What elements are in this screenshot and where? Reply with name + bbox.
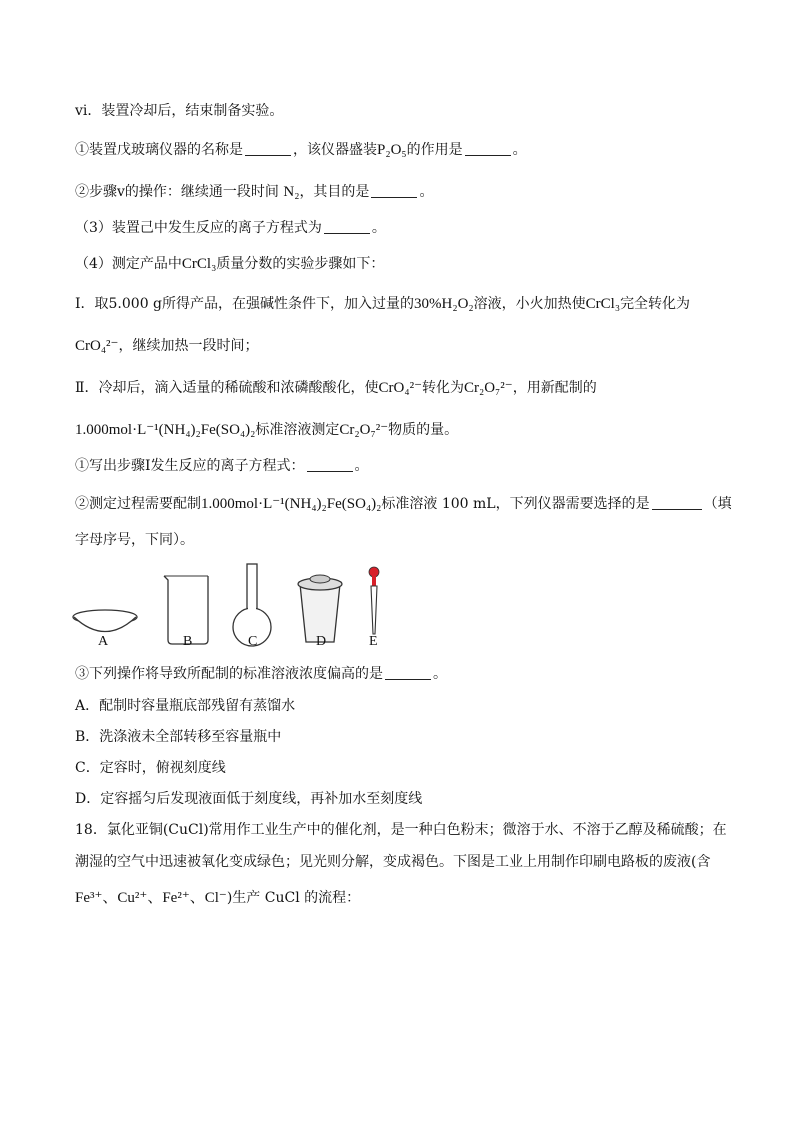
question-3: （3）装置己中发生反应的离子方程式为 。 [75, 220, 386, 236]
step-I-text: Ⅰ．取5.000 g所得产品，在强碱性条件下，加入过量的30%H₂O₂溶液，小火加热使CrCl₃完全转化为 [75, 296, 691, 312]
apparatus-label-e: E [369, 634, 378, 649]
question-instruments: ②测定过程需要配制1.000mol·L⁻¹(NH₄)₂Fe(SO₄)₂标准溶液 100 mL，下列仪器需要选择的是 （填 [75, 496, 732, 512]
question-apparatus-wu: ①装置戊玻璃仪器的名称是 ，该仪器盛装P₂O₅的作用是 。 [75, 142, 527, 158]
apparatus-label-d: D [316, 634, 327, 649]
apparatus-label-b: B [183, 634, 193, 649]
apparatus-figure [68, 560, 398, 660]
question-18-text: 18．氯化亚铜(CuCl)常用作工业生产中的催化剂，是一种白色粉末；微溶于水、不溶于乙醇及稀硫酸；在 [75, 822, 727, 838]
apparatus-label-c: C [248, 634, 258, 649]
option-c[interactable]: C．定容时，俯视刻度线 [75, 760, 226, 776]
answer-blank[interactable] [307, 457, 353, 472]
answer-blank[interactable] [324, 219, 370, 234]
apparatus-label-a: A [98, 634, 109, 649]
question-step-v: ②步骤ⅴ的操作：继续通一段时间 N₂，其目的是 。 [75, 184, 434, 200]
step-II-text: Ⅱ．冷却后，滴入适量的稀硫酸和浓磷酸酸化，使CrO₄²⁻转化为Cr₂O₇²⁻，用新配制的 [75, 380, 597, 396]
question-18-text-3: Fe³⁺、Cu²⁺、Fe²⁺、Cl⁻)生产 CuCl 的流程： [75, 890, 361, 906]
answer-blank[interactable] [371, 183, 417, 198]
option-d[interactable]: D．定容摇匀后发现液面低于刻度线，再补加水至刻度线 [75, 791, 423, 807]
question-concentration: ③下列操作将导致所配制的标准溶液浓度偏高的是 。 [75, 666, 447, 682]
step-I-text-cont: CrO₄²⁻，继续加热一段时间； [75, 338, 259, 354]
dropper-icon [369, 567, 379, 634]
step-II-text-cont: 1.000mol·L⁻¹(NH₄)₂Fe(SO₄)₂标准溶液测定Cr₂O₇²⁻物质的量。 [75, 422, 459, 438]
option-b[interactable]: B．洗涤液未全部转移至容量瓶中 [75, 729, 282, 745]
answer-blank[interactable] [465, 141, 511, 156]
question-18-text-2: 潮湿的空气中迅速被氧化变成绿色；见光则分解，变成褐色。下图是工业上用制作印刷电路板的废液(含 [75, 854, 711, 870]
answer-blank[interactable] [385, 665, 431, 680]
evaporating-dish-icon [73, 610, 137, 632]
answer-blank[interactable] [245, 141, 291, 156]
question-instruments-cont: 字母序号，下同）。 [75, 532, 194, 548]
option-a[interactable]: A．配制时容量瓶底部残留有蒸馏水 [75, 698, 296, 714]
crucible-icon [298, 575, 342, 642]
answer-blank[interactable] [652, 495, 702, 510]
question-ionic-equation: ①写出步骤Ⅰ发生反应的离子方程式： 。 [75, 458, 369, 474]
question-4-intro: （4）测定产品中CrCl₃质量分数的实验步骤如下： [75, 256, 385, 272]
step-vi-text: vi．装置冷却后，结束制备实验。 [75, 103, 284, 119]
